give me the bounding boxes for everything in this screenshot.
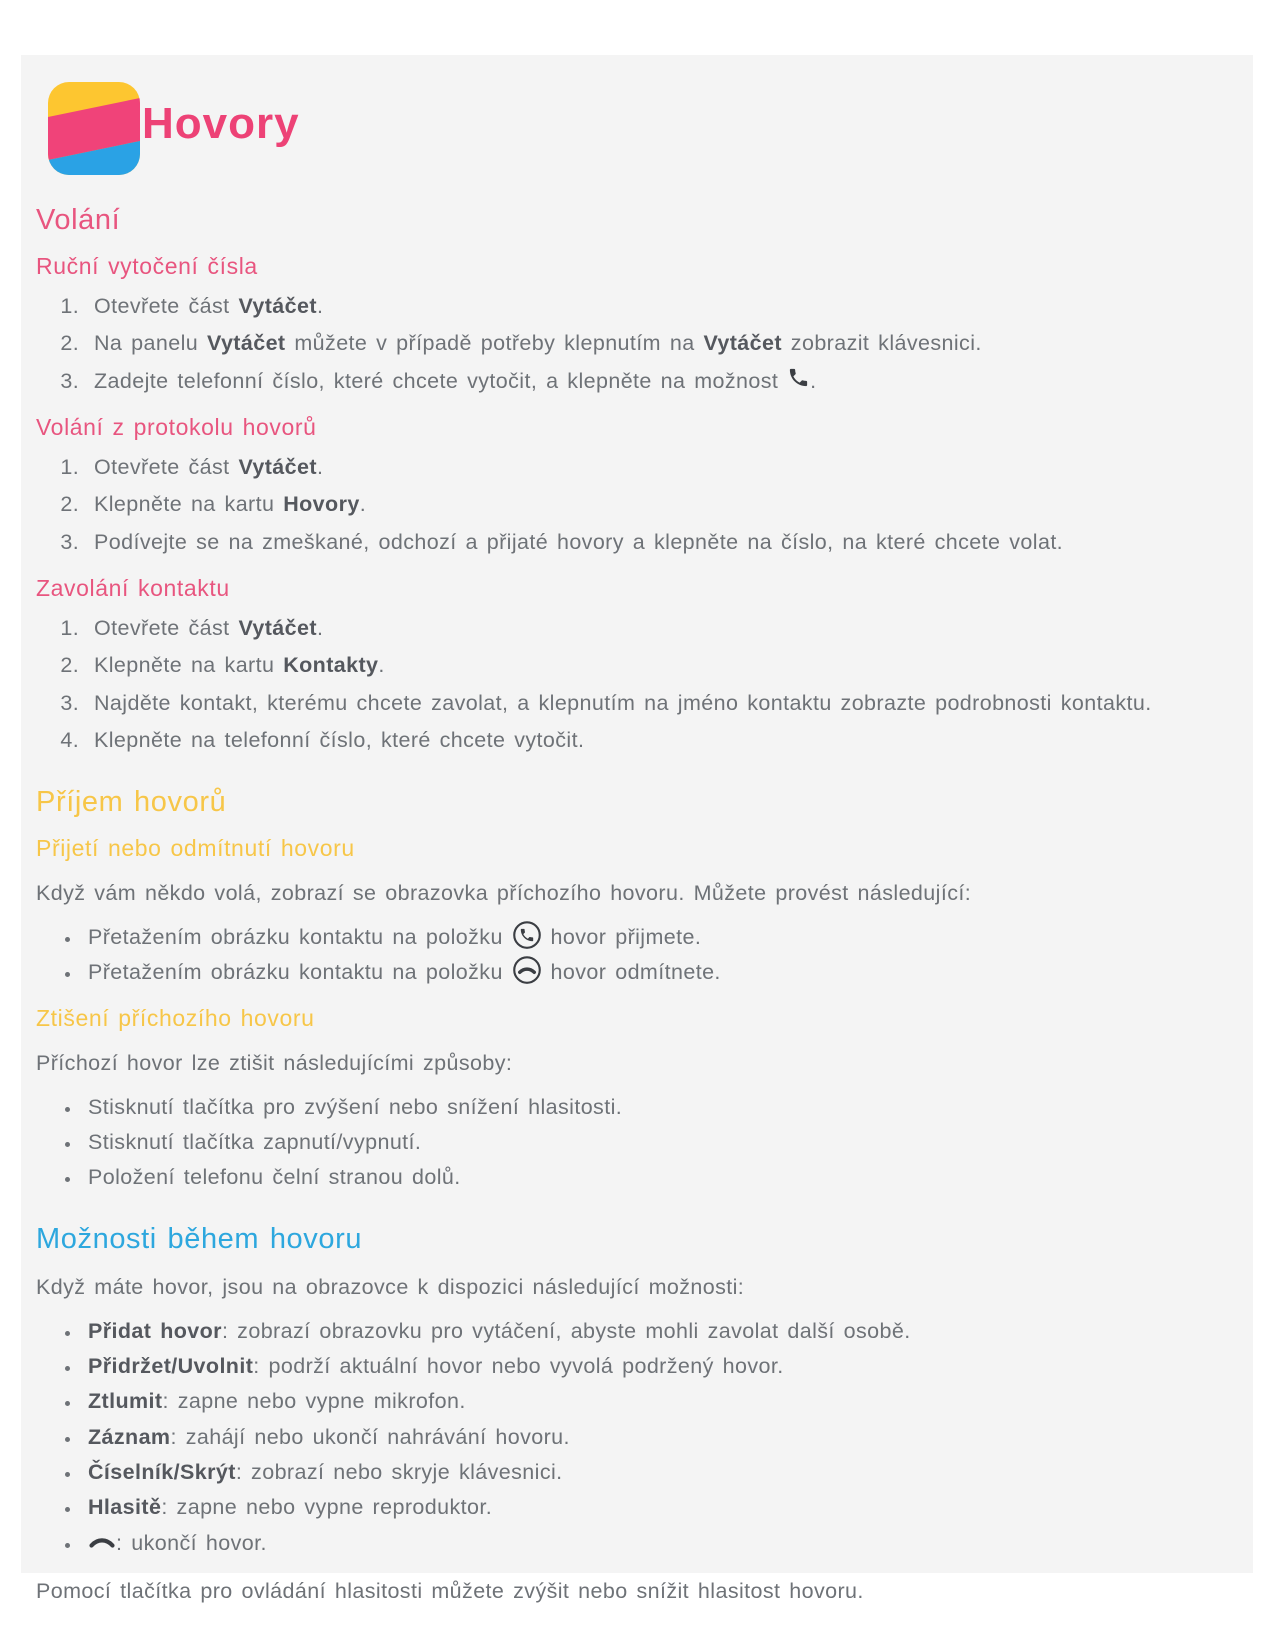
paragraph — [36, 1574, 1178, 1608]
list-item — [88, 488, 1178, 521]
list-item — [82, 1126, 1178, 1159]
doc-header — [21, 55, 1253, 175]
text-run: Na panelu — [94, 331, 207, 356]
bullet-list — [36, 1091, 1178, 1195]
list-item — [82, 1315, 1178, 1348]
text-run: Klepněte na telefonní číslo, které chcete vytočit. — [94, 727, 585, 752]
text-run: Když vám někdo volá, zobrazí se obrazovka příchozího hovoru. Můžete provést následující: — [36, 881, 972, 906]
bold-text: Hlasitě — [88, 1495, 162, 1520]
list-item — [82, 1491, 1178, 1524]
bullet-list — [36, 921, 1178, 990]
text-run: : zobrazí obrazovku pro vytáčení, abyste mohli zavolat další osobě. — [221, 1318, 911, 1343]
list-item — [88, 612, 1178, 645]
bold-text: Vytáčet — [207, 331, 286, 356]
list-item — [88, 451, 1178, 484]
list-item — [88, 327, 1178, 360]
subsection-heading: Přijetí nebo odmítnutí hovoru — [36, 835, 355, 862]
text-run: Stisknutí tlačítka pro zvýšení nebo snížení hlasitosti. — [88, 1094, 623, 1119]
bold-text: Číselník/Skrýt — [88, 1460, 236, 1485]
list-item — [82, 1161, 1178, 1194]
text-run: Otevřete část — [94, 615, 239, 640]
decline-call-icon — [512, 955, 542, 985]
numbered-list — [36, 612, 1178, 757]
text-run: : zapne nebo vypne mikrofon. — [162, 1389, 466, 1414]
text-run: hovor odmítnete. — [541, 959, 721, 984]
text-run: Otevřete část — [94, 294, 239, 318]
bold-text: Vytáčet — [238, 454, 317, 479]
text-run: Pomocí tlačítka pro ovládání hlasitosti můžete zvýšit nebo snížit hlasitost hovoru. — [36, 1579, 864, 1604]
bold-text: Přidat hovor — [88, 1318, 222, 1343]
list-item — [82, 1456, 1178, 1489]
list-item — [88, 724, 1178, 757]
list-item — [88, 290, 1178, 323]
paragraph — [36, 1270, 1178, 1304]
text-run: : podrží aktuální hovor nebo vyvolá podržený hovor. — [253, 1354, 784, 1379]
text-run: : zapne nebo vypne reproduktor. — [161, 1495, 493, 1520]
content-blocks — [21, 204, 1253, 1608]
bold-text: Ztlumit — [88, 1389, 163, 1414]
text-run: : zobrazí nebo skryje klávesnici. — [235, 1460, 563, 1485]
text-run: Klepněte na kartu — [94, 492, 284, 517]
text-run: . — [359, 492, 367, 517]
text-run: hovor přijmete. — [541, 924, 702, 949]
text-run: můžete v případě potřeby klepnutím na — [285, 331, 704, 356]
text-run: Klepněte na kartu — [94, 653, 284, 678]
text-run: : zahájí nebo ukončí nahrávání hovoru. — [170, 1424, 570, 1449]
bold-text: Vytáčet — [238, 294, 317, 318]
list-item — [82, 921, 1178, 954]
section-heading: Možnosti během hovoru — [36, 1223, 363, 1256]
list-item — [82, 1527, 1178, 1560]
end-call-icon — [88, 1531, 116, 1550]
text-run: Stisknutí tlačítka zapnutí/vypnutí. — [88, 1129, 422, 1154]
hovory-app-icon — [48, 82, 140, 175]
content-panel — [21, 55, 1253, 1604]
bold-text: Hovory — [283, 492, 360, 517]
text-run: Přetažením obrázku kontaktu na položku — [88, 959, 512, 984]
numbered-list — [36, 451, 1178, 559]
list-item — [88, 526, 1178, 559]
paragraph — [36, 1046, 1178, 1080]
list-item — [82, 1350, 1178, 1383]
list-item — [82, 1421, 1178, 1454]
list-item — [88, 649, 1178, 682]
bold-text: Vytáčet — [238, 615, 317, 640]
list-item — [82, 1385, 1178, 1418]
list-item — [82, 1091, 1178, 1124]
text-run: Otevřete část — [94, 454, 239, 479]
bullet-list — [36, 1315, 1178, 1560]
bold-text: Přidržet/Uvolnit — [88, 1354, 254, 1379]
list-item — [88, 687, 1178, 720]
text-run: Příchozí hovor lze ztišit následujícími způsoby: — [36, 1051, 513, 1076]
text-run: . — [316, 454, 324, 479]
text-run: Najděte kontakt, kterému chcete zavolat, a klepnutím na jméno kontaktu zobrazte podrobnosti kontaktu. — [94, 690, 1152, 715]
subsection-heading: Ruční vytočení čísla — [36, 253, 258, 279]
section-heading: Příjem hovorů — [36, 786, 227, 819]
answer-call-icon — [512, 920, 542, 950]
text-run: Položení telefonu čelní stranou dolů. — [88, 1165, 461, 1190]
text-run: zobrazit klávesnici. — [781, 331, 982, 356]
bold-text: Záznam — [88, 1424, 171, 1449]
bold-text: Kontakty — [283, 653, 379, 678]
call-icon — [787, 366, 810, 389]
subsection-heading: Ztišení příchozího hovoru — [36, 1005, 315, 1032]
text-run: Když máte hovor, jsou na obrazovce k dispozici následující možnosti: — [36, 1275, 745, 1300]
numbered-list — [36, 290, 1178, 398]
text-run: Zadejte telefonní číslo, které chcete vytočit, a klepněte na možnost — [94, 368, 788, 393]
paragraph — [36, 876, 1178, 910]
text-run: . — [378, 653, 385, 678]
list-item — [88, 365, 1178, 398]
section-heading: Volání — [36, 204, 121, 236]
bold-text: Vytáčet — [703, 331, 782, 356]
subsection-heading: Zavolání kontaktu — [36, 574, 230, 601]
text-run: Podívejte se na zmeškané, odchozí a přijaté hovory a klepněte na číslo, na které chcete volat. — [94, 529, 1064, 554]
text-run: : ukončí hovor. — [116, 1530, 267, 1555]
subsection-heading: Volání z protokolu hovorů — [36, 413, 317, 440]
text-run: . — [316, 615, 324, 640]
list-item — [82, 956, 1178, 989]
text-run: . — [316, 294, 324, 318]
text-run: Přetažením obrázku kontaktu na položku — [88, 924, 512, 949]
page-title: Hovory — [142, 98, 300, 148]
text-run: . — [810, 368, 817, 393]
